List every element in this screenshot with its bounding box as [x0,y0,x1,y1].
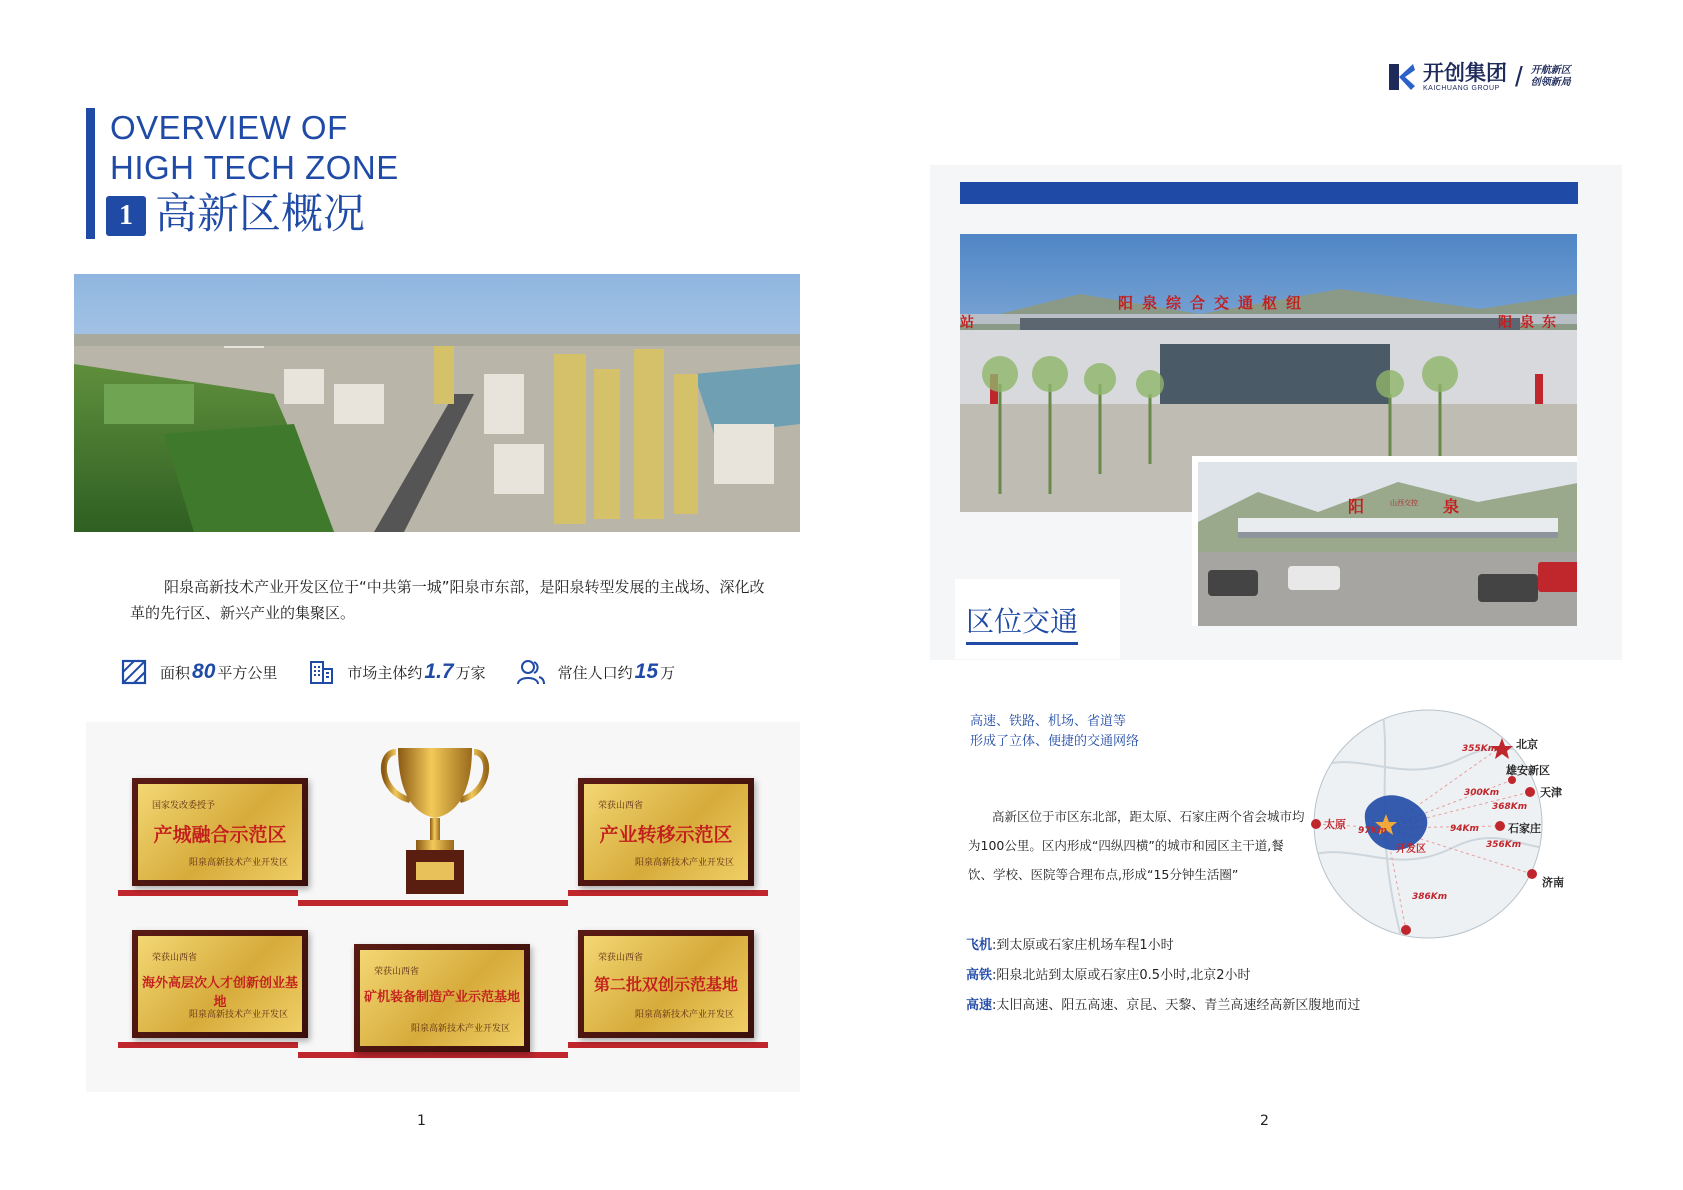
award-plaque-2-title: 产业转移示范区 [599,824,733,846]
stat-area [120,658,277,686]
map-city-beijing: 北京 [1516,738,1538,751]
shelf-lower-right [568,1042,768,1048]
award-plaque-1 [132,778,308,886]
station-sign: 阳泉综合交通枢纽 [1118,294,1311,312]
shelf-upper-middle [298,900,568,906]
shelf-upper-right [568,890,768,896]
section-number-badge: 1 [106,196,146,236]
toll-sign-right: 泉 [1443,497,1460,516]
transport-highway-label: 高速 [966,998,993,1013]
logo-tagline-2: 创领新局 [1530,77,1571,88]
award-plaque-5-recipient: 阳泉高新技术产业开发区 [634,1010,734,1020]
toll-sign-left: 阳 [1348,497,1365,516]
awards-display [86,722,800,1092]
network-summary-line2: 形成了立体、便捷的交通网络 [970,734,1140,749]
stat-enterprises-value: 1.7 [424,660,454,683]
stat-area-suffix: 平方公里 [217,663,278,682]
title-english-line2: HIGH TECH ZONE [110,149,399,186]
award-plaque-3-title: 海外高层次人才创新创业基地 [141,976,298,1010]
network-summary [970,712,1139,752]
award-plaque-2-issuer: 荣获山西省 [598,801,644,811]
shelf-lower-middle [298,1052,568,1058]
award-plaque-3 [132,930,308,1038]
transport-air-text: :到太原或石家庄机场车程1小时 [992,938,1174,953]
stat-enterprises [307,658,485,686]
shelf-lower-left [118,1042,298,1048]
award-plaque-5-title: 第二批双创示范基地 [593,975,738,994]
map-distance-beijing: 355Km [1462,744,1498,754]
map-distance-jinan: 356Km [1486,840,1522,850]
people-icon [516,658,546,686]
shelf-upper-left [118,890,298,896]
title-chinese: 高新区概况 [155,189,366,238]
award-plaque-5 [578,930,754,1038]
transport-rail-text: :阳泉北站到太原或石家庄0.5小时,北京2小时 [992,968,1251,983]
toll-station-photo [1192,456,1577,626]
award-plaque-2 [578,778,754,886]
map-distance-xiongan: 300Km [1464,788,1500,798]
left-page [0,0,841,1190]
stat-enterprises-prefix: 市场主体约 [347,663,423,682]
stat-population [516,658,675,686]
stat-population-value: 15 [634,660,658,683]
map-distance-south: 386Km [1412,892,1448,902]
map-city-tianjin: 天津 [1540,786,1562,799]
map-city-zone: 开发区 [1396,844,1426,855]
map-city-xiongan: 雄安新区 [1506,764,1550,777]
transport-air [966,936,1174,956]
logo-tagline-1: 开航新区 [1530,65,1571,76]
network-summary-line1: 高速、铁路、机场、省道等 [970,714,1127,729]
award-plaque-3-issuer: 荣获山西省 [152,953,198,963]
award-plaque-1-issuer: 国家发改委授予 [152,801,216,811]
logo-divider: / [1515,61,1523,92]
right-page [842,0,1683,1190]
map-city-shijiazhuang: 石家庄 [1508,822,1541,835]
toll-logo: 山西交控 [1390,499,1418,507]
transport-highway-text: :太旧高速、阳五高速、京昆、天黎、青兰高速经高新区腹地而过 [992,998,1361,1013]
kaichuang-logo-icon [1387,62,1417,92]
transport-air-label: 飞机 [966,938,993,953]
stat-population-suffix: 万 [660,663,676,682]
award-plaque-2-recipient: 阳泉高新技术产业开发区 [634,858,734,868]
award-plaque-4 [354,944,530,1052]
award-plaque-1-title: 产城融合示范区 [153,824,287,846]
award-plaque-3-recipient: 阳泉高新技术产业开发区 [188,1010,288,1020]
map-city-jinan: 济南 [1542,876,1564,889]
intro-paragraph: 阳泉高新技术产业开发区位于“中共第一城”阳泉市东部，是阳泉转型发展的主战场、深化改革的先行区、新兴产业的集聚区。 [130,578,765,622]
location-map [1302,708,1586,940]
transport-rail-label: 高铁 [966,968,993,983]
building-icon [307,658,335,686]
location-paragraph: 高新区位于市区东北部，距太原、石家庄两个省会城市均为100公里。区内形成“四纵四横”的城市和园区主干道,餐饮、学校、医院等合理布点,形成“15分钟生活圈” [968,809,1305,882]
trophy-icon [376,744,494,900]
station-side-sign-right: 阳泉东 [1498,315,1564,331]
map-city-taiyuan: 太原 [1324,818,1346,831]
title-english-line1: OVERVIEW OF [110,109,348,146]
award-plaque-1-recipient: 阳泉高新技术产业开发区 [188,858,288,868]
logo-name-en: KAICHUANG GROUP [1423,84,1500,92]
city-aerial-photo [74,274,800,532]
stat-area-value: 80 [192,660,216,683]
award-plaque-5-issuer: 荣获山西省 [598,953,644,963]
map-distance-tianjin: 368Km [1492,802,1528,812]
award-plaque-4-issuer: 荣获山西省 [374,967,420,977]
title-english [110,108,399,188]
map-distance-taiyuan: 97Km [1358,826,1387,836]
transport-highway [966,996,1360,1016]
page-number-right: 2 [1260,1113,1269,1129]
stat-population-prefix: 常住人口约 [557,663,633,682]
station-side-sign-left: 站 [960,315,974,331]
award-plaque-4-title: 矿机装备制造产业示范基地 [363,990,520,1005]
stats-row [120,654,705,690]
panel-header-bar [960,182,1578,204]
transport-rail [966,966,1250,986]
stat-enterprises-suffix: 万家 [455,663,486,682]
title-accent-bar [86,108,95,239]
area-icon [120,658,148,686]
award-plaque-4-recipient: 阳泉高新技术产业开发区 [410,1024,510,1034]
map-distance-shijiazhuang: 94Km [1450,824,1479,834]
stat-area-prefix: 面积 [160,663,191,682]
logo-name: 开创集团 [1423,61,1507,85]
page-number-left: 1 [417,1113,426,1129]
section-title: 区位交通 [966,604,1078,645]
company-logo [1387,60,1571,94]
